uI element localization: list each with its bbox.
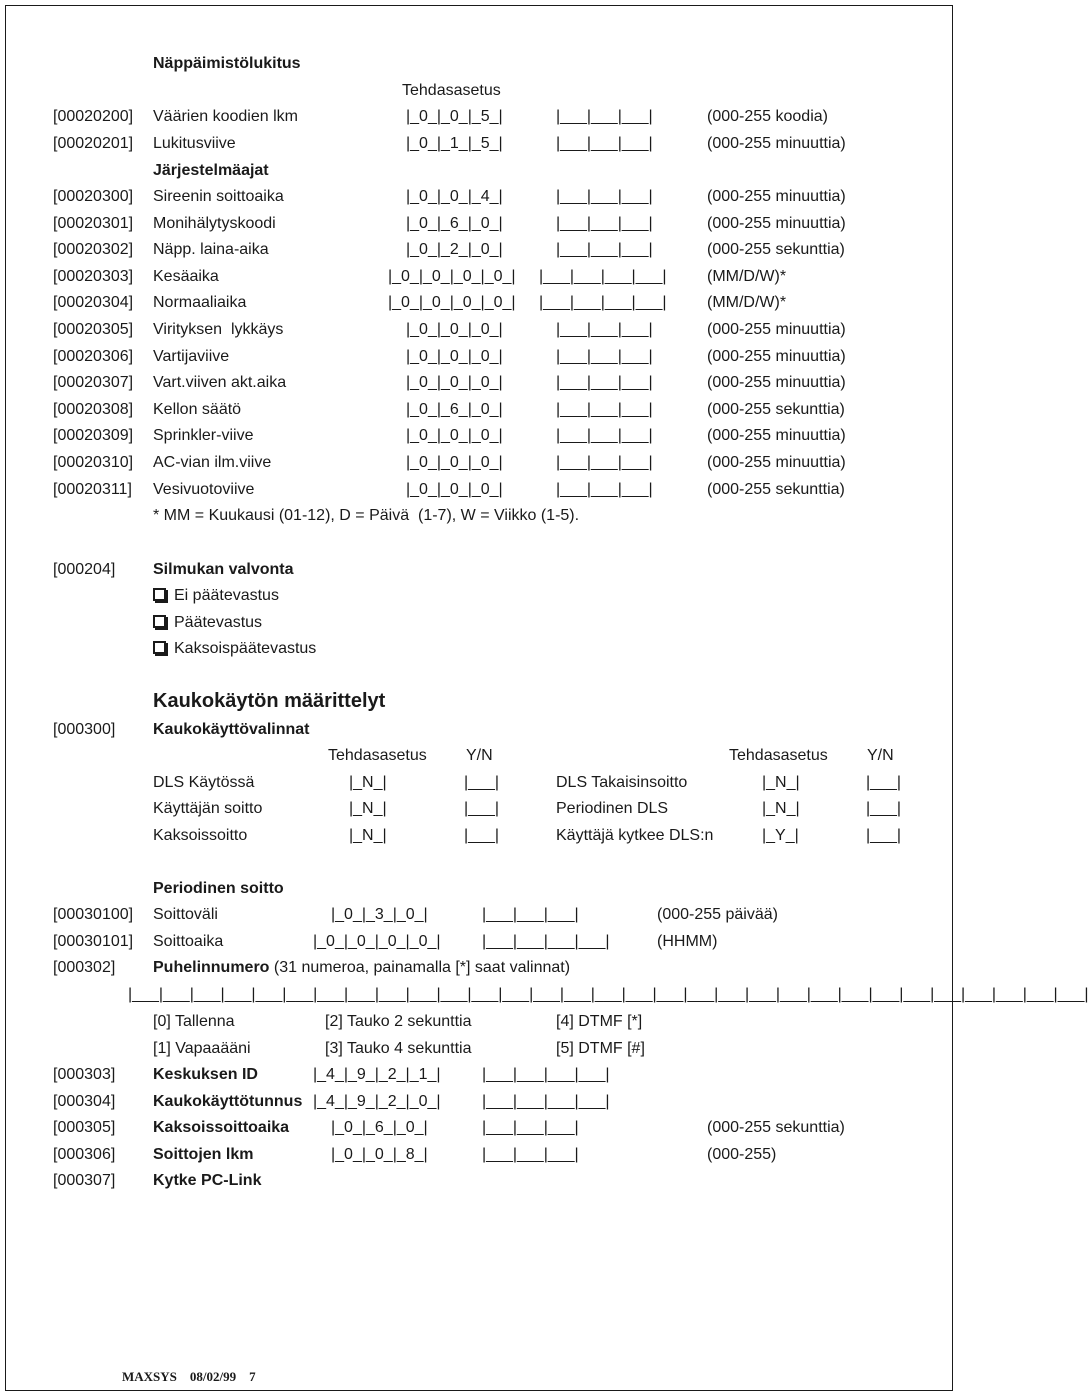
section-code: [000300] bbox=[53, 721, 116, 738]
default-value: |_0_|_6_|_0_| bbox=[406, 401, 503, 418]
default-column-header: Tehdasasetus bbox=[328, 747, 427, 764]
param-range: (000-255 sekunttia) bbox=[707, 1119, 845, 1136]
param-code: [00030100] bbox=[53, 906, 134, 923]
param-range: (000-255 minuuttia) bbox=[707, 215, 846, 232]
entry-field[interactable]: |___|___|___| bbox=[556, 215, 653, 232]
dial-option: [3] Tauko 4 sekunttia bbox=[325, 1040, 472, 1057]
default-value: |_N_| bbox=[762, 774, 800, 791]
dial-option: [1] Vapaaääni bbox=[153, 1040, 251, 1057]
param-label: Väärien koodien lkm bbox=[153, 108, 298, 125]
param-code: [000307] bbox=[53, 1172, 116, 1189]
option-label: DLS Käytössä bbox=[153, 774, 255, 791]
default-value: |_N_| bbox=[349, 800, 387, 817]
param-code: [000302] bbox=[53, 959, 116, 976]
checkbox-icon[interactable] bbox=[153, 641, 166, 654]
param-label: Lukitusviive bbox=[153, 135, 236, 152]
default-value: |_0_|_6_|_0_| bbox=[331, 1119, 428, 1136]
param-range: (000-255 koodia) bbox=[707, 108, 828, 125]
param-label: Puhelinnumero bbox=[153, 959, 270, 976]
entry-field[interactable]: |___|___|___| bbox=[556, 401, 653, 418]
param-range: (000-255 minuuttia) bbox=[707, 188, 846, 205]
checkbox-icon[interactable] bbox=[153, 615, 166, 628]
param-code: [00020310] bbox=[53, 454, 134, 471]
param-range: (000-255 minuuttia) bbox=[707, 321, 846, 338]
param-code: [00020308] bbox=[53, 401, 134, 418]
default-value: |_4_|_9_|_2_|_0_| bbox=[313, 1093, 441, 1110]
default-value: |_0_|_0_|_4_| bbox=[406, 188, 503, 205]
param-code: [00020311] bbox=[53, 481, 132, 498]
param-range: (000-255 minuuttia) bbox=[707, 427, 846, 444]
param-code: [00020307] bbox=[53, 374, 134, 391]
entry-field[interactable]: |___| bbox=[464, 827, 500, 844]
section-title-remote-options: Kaukokäyttövalinnat bbox=[153, 721, 310, 738]
default-value: |_0_|_0_|_8_| bbox=[331, 1146, 428, 1163]
param-code: [00020301] bbox=[53, 215, 134, 232]
param-range: (000-255) bbox=[707, 1146, 777, 1163]
default-value: |_4_|_9_|_2_|_1_| bbox=[313, 1066, 441, 1083]
param-code: [000303] bbox=[53, 1066, 116, 1083]
page-border bbox=[5, 5, 953, 1391]
param-label: Virityksen lykkäys bbox=[153, 321, 284, 338]
default-value: |_0_|_0_|_0_| bbox=[406, 427, 503, 444]
phone-number-row bbox=[153, 958, 570, 978]
entry-field[interactable]: |___|___|___| bbox=[556, 348, 653, 365]
entry-field[interactable]: |___|___|___| bbox=[482, 1146, 579, 1163]
entry-field[interactable]: |___| bbox=[866, 774, 902, 791]
default-value: |_0_|_0_|_5_| bbox=[406, 108, 503, 125]
param-label: Sireenin soittoaika bbox=[153, 188, 284, 205]
param-range: (000-255 päivää) bbox=[657, 906, 778, 923]
footnote: * MM = Kuukausi (01-12), D = Päivä (1-7), W = Viikko (1-5). bbox=[153, 507, 580, 524]
param-label: Normaaliaika bbox=[153, 294, 247, 311]
param-label: AC-vian ilm.viive bbox=[153, 454, 272, 471]
default-value: |_0_|_0_|_0_| bbox=[406, 348, 503, 365]
default-column-header: Tehdasasetus bbox=[729, 747, 828, 764]
param-range: (000-255 minuuttia) bbox=[707, 454, 846, 471]
param-range: (000-255 minuuttia) bbox=[707, 135, 846, 152]
dial-option: [4] DTMF [*] bbox=[556, 1013, 643, 1030]
entry-field[interactable]: |___| bbox=[866, 827, 902, 844]
default-value: |_N_| bbox=[349, 774, 387, 791]
default-value: |_0_|_0_|_0_| bbox=[406, 321, 503, 338]
entry-field[interactable]: |___|___|___| bbox=[556, 241, 653, 258]
param-code: [00020304] bbox=[53, 294, 134, 311]
param-code: [00020300] bbox=[53, 188, 134, 205]
default-value: |_0_|_0_|_0_|_0_| bbox=[388, 268, 516, 285]
entry-field[interactable]: |___|___|___| bbox=[556, 135, 653, 152]
param-label: Kellon säätö bbox=[153, 401, 242, 418]
entry-field[interactable]: |___|___|___| bbox=[556, 481, 653, 498]
default-value: |_0_|_6_|_0_| bbox=[406, 215, 503, 232]
default-value: |_0_|_3_|_0_| bbox=[331, 906, 428, 923]
param-code: [00020201] bbox=[53, 135, 134, 152]
default-value: |_N_| bbox=[762, 800, 800, 817]
param-label: Näpp. laina-aika bbox=[153, 241, 269, 258]
option-label: Käyttäjä kytkee DLS:n bbox=[556, 827, 714, 844]
checkbox-icon[interactable] bbox=[153, 588, 166, 601]
param-label: Sprinkler-viive bbox=[153, 427, 254, 444]
entry-field[interactable]: |___|___|___|___| bbox=[482, 1066, 610, 1083]
entry-field[interactable]: |___|___|___| bbox=[556, 108, 653, 125]
param-code: [000304] bbox=[53, 1093, 116, 1110]
default-value: |_0_|_0_|_0_| bbox=[406, 481, 503, 498]
section-heading-remote-access: Kaukokäytön määrittelyt bbox=[153, 690, 386, 712]
default-value: |_0_|_1_|_5_| bbox=[406, 135, 503, 152]
default-value: |_0_|_2_|_0_| bbox=[406, 241, 503, 258]
entry-field[interactable]: |___|___|___| bbox=[482, 1119, 579, 1136]
param-code: [00020309] bbox=[53, 427, 134, 444]
default-value: |_0_|_0_|_0_| bbox=[406, 454, 503, 471]
dial-option: [5] DTMF [#] bbox=[556, 1040, 645, 1057]
param-label: Soittojen lkm bbox=[153, 1146, 254, 1163]
entry-field[interactable]: |___|___|___| bbox=[482, 906, 579, 923]
entry-field[interactable]: |___|___|___|___| bbox=[539, 268, 667, 285]
yn-column-header: Y/N bbox=[867, 747, 894, 764]
param-label: Vesivuotoviive bbox=[153, 481, 255, 498]
entry-field[interactable]: |___|___|___| bbox=[556, 188, 653, 205]
dial-option: [0] Tallenna bbox=[153, 1013, 235, 1030]
phone-number-entry[interactable]: |___|___|___|___|___|___|___|___|___|___|___|___|___|___|___|___|___|___|___|___|___|___|___|___|___|___|___|___|___|___|___| bbox=[128, 986, 1089, 1003]
param-label: Soittoväli bbox=[153, 906, 218, 923]
page-footer: MAXSYS 08/02/99 7 bbox=[122, 1369, 256, 1384]
option-label: Käyttäjän soitto bbox=[153, 800, 263, 817]
param-label: Kaksoissoittoaika bbox=[153, 1119, 290, 1136]
param-code: [00020306] bbox=[53, 348, 134, 365]
entry-field[interactable]: |___|___|___| bbox=[556, 374, 653, 391]
param-label: Soittoaika bbox=[153, 933, 224, 950]
param-label: Monihälytyskoodi bbox=[153, 215, 276, 232]
group-title-system-times: Järjestelmäajat bbox=[153, 162, 269, 179]
param-range: (000-255 minuuttia) bbox=[707, 348, 846, 365]
option-label: DLS Takaisinsoitto bbox=[556, 774, 688, 791]
param-label: Vartijaviive bbox=[153, 348, 230, 365]
entry-field[interactable]: |___|___|___|___| bbox=[539, 294, 667, 311]
option-label: Päätevastus bbox=[174, 614, 263, 631]
section-title-periodic-call: Periodinen soitto bbox=[153, 880, 284, 897]
default-value: |_0_|_0_|_0_|_0_| bbox=[313, 933, 441, 950]
entry-field[interactable]: |___|___|___|___| bbox=[482, 1093, 610, 1110]
param-range: (MM/D/W)* bbox=[707, 268, 787, 285]
option-double-eol[interactable] bbox=[153, 639, 316, 659]
param-code: [00020303] bbox=[53, 268, 134, 285]
option-label: Periodinen DLS bbox=[556, 800, 669, 817]
default-column-header: Tehdasasetus bbox=[402, 82, 501, 99]
param-label: Kaukokäyttötunnus bbox=[153, 1093, 303, 1110]
entry-field[interactable]: |___|___|___| bbox=[556, 454, 653, 471]
default-value: |_0_|_0_|_0_|_0_| bbox=[388, 294, 516, 311]
param-code: [00020302] bbox=[53, 241, 134, 258]
default-value: |_Y_| bbox=[762, 827, 799, 844]
option-eol[interactable] bbox=[153, 613, 262, 633]
default-value: |_0_|_0_|_0_| bbox=[406, 374, 503, 391]
default-value: |_N_| bbox=[349, 827, 387, 844]
param-label: Kytke PC-Link bbox=[153, 1172, 262, 1189]
option-label: Ei päätevastus bbox=[174, 587, 279, 604]
entry-field[interactable]: |___| bbox=[464, 800, 500, 817]
entry-field[interactable]: |___|___|___| bbox=[556, 321, 653, 338]
param-code: [00030101] bbox=[53, 933, 134, 950]
param-code: [00020200] bbox=[53, 108, 134, 125]
param-code: [00020305] bbox=[53, 321, 134, 338]
param-range: (MM/D/W)* bbox=[707, 294, 787, 311]
param-code: [000305] bbox=[53, 1119, 116, 1136]
param-range: (000-255 minuuttia) bbox=[707, 374, 846, 391]
yn-column-header: Y/N bbox=[466, 747, 493, 764]
option-no-eol[interactable] bbox=[153, 586, 279, 606]
option-label: Kaksoispäätevastus bbox=[174, 640, 317, 657]
param-label: Keskuksen ID bbox=[153, 1066, 258, 1083]
entry-field[interactable]: |___|___|___| bbox=[556, 427, 653, 444]
param-code: [000306] bbox=[53, 1146, 116, 1163]
entry-field[interactable]: |___| bbox=[464, 774, 500, 791]
section-title-loop-supervision: Silmukan valvonta bbox=[153, 561, 294, 578]
param-note: (31 numeroa, painamalla [*] saat valinnat) bbox=[269, 959, 571, 976]
entry-field[interactable]: |___|___|___|___| bbox=[482, 933, 610, 950]
param-range: (000-255 sekunttia) bbox=[707, 241, 845, 258]
section-code: [000204] bbox=[53, 561, 116, 578]
param-range: (000-255 sekunttia) bbox=[707, 401, 845, 418]
param-label: Vart.viiven akt.aika bbox=[153, 374, 287, 391]
param-label: Kesäaika bbox=[153, 268, 219, 285]
option-label: Kaksoissoitto bbox=[153, 827, 248, 844]
param-range: (HHMM) bbox=[657, 933, 718, 950]
dial-option: [2] Tauko 2 sekunttia bbox=[325, 1013, 472, 1030]
param-range: (000-255 sekunttia) bbox=[707, 481, 845, 498]
section-title-keypad-lockout: Näppäimistölukitus bbox=[153, 55, 301, 72]
entry-field[interactable]: |___| bbox=[866, 800, 902, 817]
